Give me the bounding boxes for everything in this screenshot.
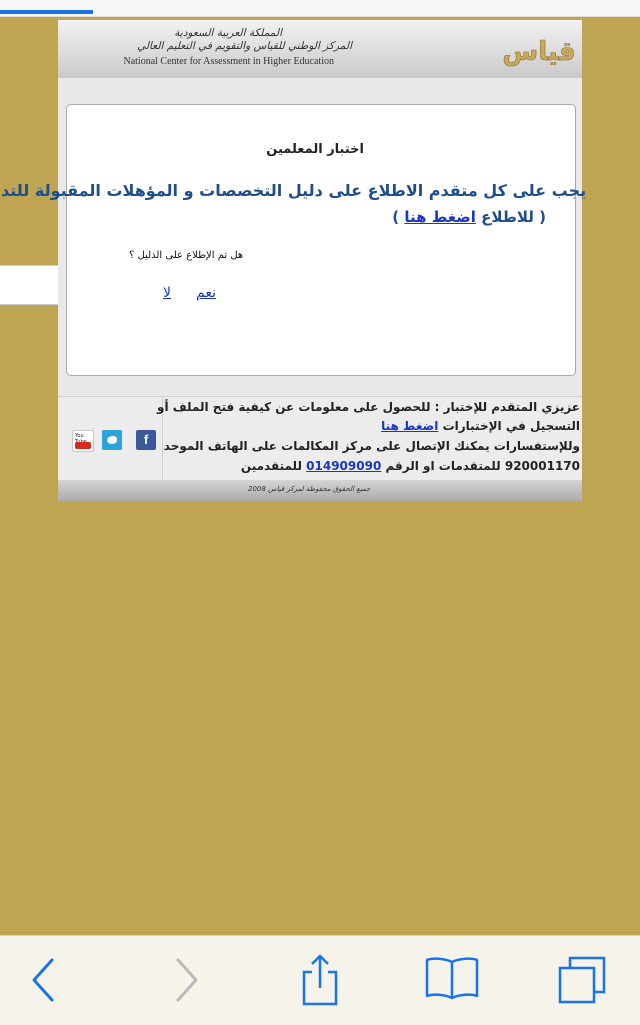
- review-close-text: ): [392, 208, 405, 226]
- facebook-icon[interactable]: f: [136, 430, 156, 450]
- page-load-progress: [0, 10, 93, 14]
- footer-registration-text: التسجيل في الإختبارات: [438, 419, 580, 433]
- review-guide-link[interactable]: اضغط هنا: [404, 208, 476, 226]
- header-country-name: المملكة العربية السعودية: [174, 27, 282, 39]
- content-panel: [1, 104, 587, 376]
- phone-text-b: للمتقدمين: [240, 459, 307, 473]
- bookmarks-icon[interactable]: [424, 954, 480, 1006]
- back-arrow-icon[interactable]: [16, 954, 72, 1006]
- female-phone-number: 920001170: [504, 459, 580, 473]
- status-bar: [0, 0, 640, 17]
- guide-notice: يجب على كل متقدم الاطلاع على دليل التخصصات و المؤهلات المقبولة للتد: [1, 181, 587, 200]
- partial-input-field[interactable]: [0, 265, 66, 305]
- site-footer: [58, 396, 582, 481]
- header-center-name-en: National Center for Assessment in Higher Education: [123, 56, 334, 67]
- footer-info-line-3: وللإستفسارات يمكنك الإتصال على مركز المكالمات على الهاتف الموحد: [163, 439, 580, 453]
- page-title: اختبار المعلمين: [266, 142, 364, 157]
- youtube-label: You: [75, 433, 84, 439]
- copyright-text: جميع الحقوق محفوظة لمركز قياس 2008: [248, 485, 371, 493]
- qiyas-logo-icon[interactable]: [502, 28, 576, 70]
- browser-toolbar: [0, 935, 640, 1025]
- page-card: [1, 20, 587, 502]
- twitter-icon[interactable]: [102, 430, 122, 450]
- footer-info-line-1: عزيزي المتقدم للإختبار : للحصول على معلومات عن كيفية فتح الملف أو: [157, 400, 580, 414]
- share-icon[interactable]: [292, 954, 348, 1006]
- footer-help-link[interactable]: اضغط هنا: [381, 419, 439, 433]
- footer-info-line-4: [241, 459, 580, 473]
- phone-text-a: للمتقدمات او الرقم: [381, 459, 505, 473]
- review-open-text: ( للاطلاع: [475, 208, 546, 226]
- logo-text: قياس: [502, 37, 576, 67]
- answer-yes-link[interactable]: نعم: [196, 285, 216, 301]
- review-notice: [392, 208, 546, 226]
- site-header: [58, 20, 582, 78]
- tabs-icon[interactable]: [556, 954, 612, 1006]
- header-center-name-ar: المركز الوطني للقياس والتقويم في التعليم العالي: [137, 40, 352, 52]
- copyright-bar: [58, 480, 582, 502]
- male-phone-link[interactable]: 014909090: [306, 459, 382, 473]
- footer-info-line-2: [381, 419, 580, 433]
- forward-arrow-icon[interactable]: [158, 954, 214, 1006]
- youtube-icon[interactable]: [72, 430, 94, 452]
- guide-question: هل تم الإطلاع على الدليل ؟: [129, 250, 244, 261]
- answer-no-link[interactable]: لا: [163, 285, 171, 301]
